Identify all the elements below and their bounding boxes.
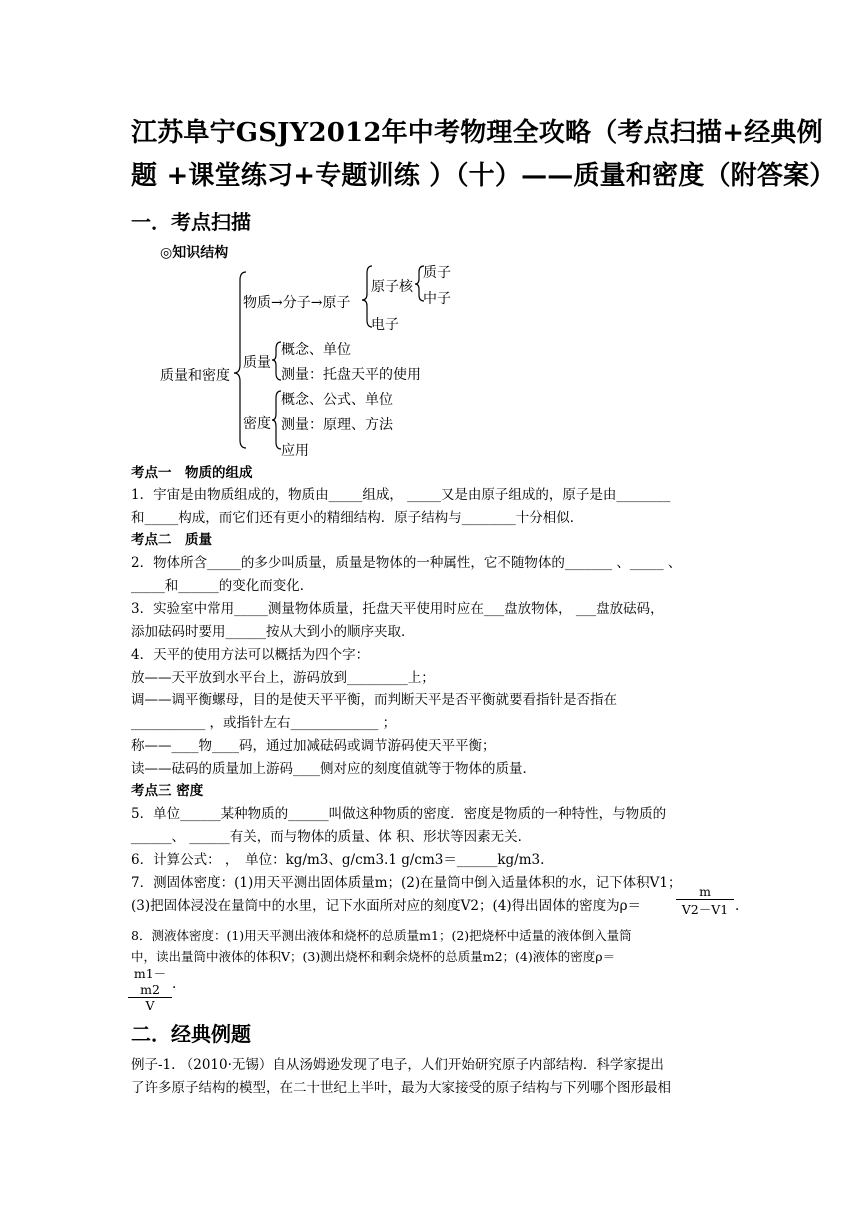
- kp2-heading: 考点二 质量: [131, 532, 212, 548]
- fraction-numerator: m: [699, 884, 711, 899]
- kp1-heading: 考点一 物质的组成: [131, 465, 253, 481]
- kp2-line-6: 放——天平放到水平台上，游码放到_________上；: [131, 670, 435, 686]
- tree-density-apply: 应用: [281, 443, 309, 459]
- fraction-period: .: [735, 898, 740, 914]
- kp2-line-9: 称——____物____码，通过加减砝码或调节游码使天平平衡；: [131, 738, 496, 754]
- kp1-line-1: 1．宇宙是由物质组成的，物质由_____组成， _____又是由原子组成的，原子是由________: [131, 487, 671, 503]
- tree-mass: 质量: [243, 355, 271, 371]
- example-1-line-2: 了许多原子结构的模型，在二十世纪上半叶，最为大家接受的原子结构与下列哪个图形最相: [131, 1080, 671, 1096]
- kp3-line-1: 5．单位______某种物质的______叫做这种物质的密度．密度是物质的一种特性，与物质的: [131, 806, 667, 822]
- kp3-heading: 考点三 密度: [131, 783, 204, 799]
- kp3-line-2: ______、 ______有关，而与物体的质量、体 积、形状等因素无关．: [131, 829, 532, 845]
- tree-density-measure: 测量：原理、方法: [281, 417, 393, 433]
- tree-proton: 质子: [423, 265, 451, 281]
- doc-title-line-1: 江苏阜宁GSJY2012年中考物理全攻略（考点扫描+经典例: [131, 118, 823, 148]
- kp2-line-3: 3．实验室中常用_____测量物体质量，托盘天平使用时应在___盘放物体， ___盘放砝码，: [131, 601, 664, 617]
- tree-nucleus: 原子核: [371, 279, 413, 295]
- solid-density-fraction: [676, 884, 734, 918]
- kp2-line-7: 调——调平衡螺母，目的是使天平平衡，而判断天平是否平衡就要看指针是否指在: [131, 692, 617, 708]
- tree-mass-measure: 测量：托盘天平的使用: [281, 367, 421, 383]
- fraction-numerator: m1－m2: [133, 966, 167, 997]
- kp2-line-4: 添加砝码时要用______按从大到小的顺序夹取．: [131, 624, 415, 640]
- tree-density-concept: 概念、公式、单位: [281, 392, 393, 408]
- tree-braces: [0, 0, 860, 470]
- fraction-denominator: V2－V1: [676, 899, 734, 918]
- section-heading-examples: 二．经典例题: [131, 1022, 251, 1046]
- kp2-line-10: 读——砝码的质量加上游码____侧对应的刻度值就等于物体的质量．: [131, 761, 536, 777]
- example-1-line-1: 例子-1. （2010·无锡）自从汤姆逊发现了电子，人们开始研究原子内部结构．科学家提出: [131, 1057, 664, 1073]
- fraction-period: .: [172, 976, 177, 992]
- kp3-line-3: 6．计算公式： ， 单位：kg/m3、g/cm3.1 g/cm3＝______kg/m3.: [131, 852, 545, 868]
- liquid-density-fraction: [128, 964, 172, 1013]
- tree-density: 密度: [243, 416, 271, 432]
- tree-matter: 物质→分子→原子: [243, 295, 351, 311]
- kp3-line-7: 中，读出量筒中液体的体积V；(3)测出烧杯和剩余烧杯的总质量m2；(4)液体的密度ρ＝: [131, 949, 616, 964]
- knowledge-structure-label: ◎知识结构: [160, 245, 229, 261]
- kp2-line-8: ___________ ，或指针左右_____________ ；: [131, 715, 397, 731]
- kp1-line-2: 和_____构成，而它们还有更小的精细结构．原子结构与________十分相似．: [131, 510, 584, 526]
- kp3-line-4: 7．测固体密度：(1)用天平测出固体质量m；(2)在量筒中倒入适量体积的水，记下体积V1；: [131, 875, 682, 891]
- kp3-line-5: (3)把固体浸没在量筒中的水里，记下水面所对应的刻度V2；(4)得出固体的密度为ρ＝: [131, 898, 642, 914]
- tree-neutron: 中子: [423, 291, 451, 307]
- doc-title-line-2: 题 +课堂练习+专题训练 ）（十）——质量和密度（附答案）: [131, 161, 836, 191]
- kp2-line-5: 4．天平的使用方法可以概括为四个字：: [131, 647, 370, 663]
- kp2-line-2: _____和______的变化而变化．: [131, 578, 314, 594]
- kp3-line-6: 8．测液体密度：(1)用天平测出液体和烧杯的总质量m1；(2)把烧杯中适量的液体倒入量筒: [131, 928, 632, 943]
- section-heading-scan: 一．考点扫描: [131, 210, 251, 234]
- tree-mass-concept: 概念、单位: [281, 342, 351, 358]
- tree-root: 质量和密度: [160, 368, 230, 384]
- fraction-denominator: V: [128, 997, 172, 1013]
- kp2-line-1: 2．物体所含_____的多少叫质量，质量是物体的一种属性，它不随物体的_______ 、_____ 、: [131, 555, 682, 571]
- tree-electron: 电子: [371, 317, 399, 333]
